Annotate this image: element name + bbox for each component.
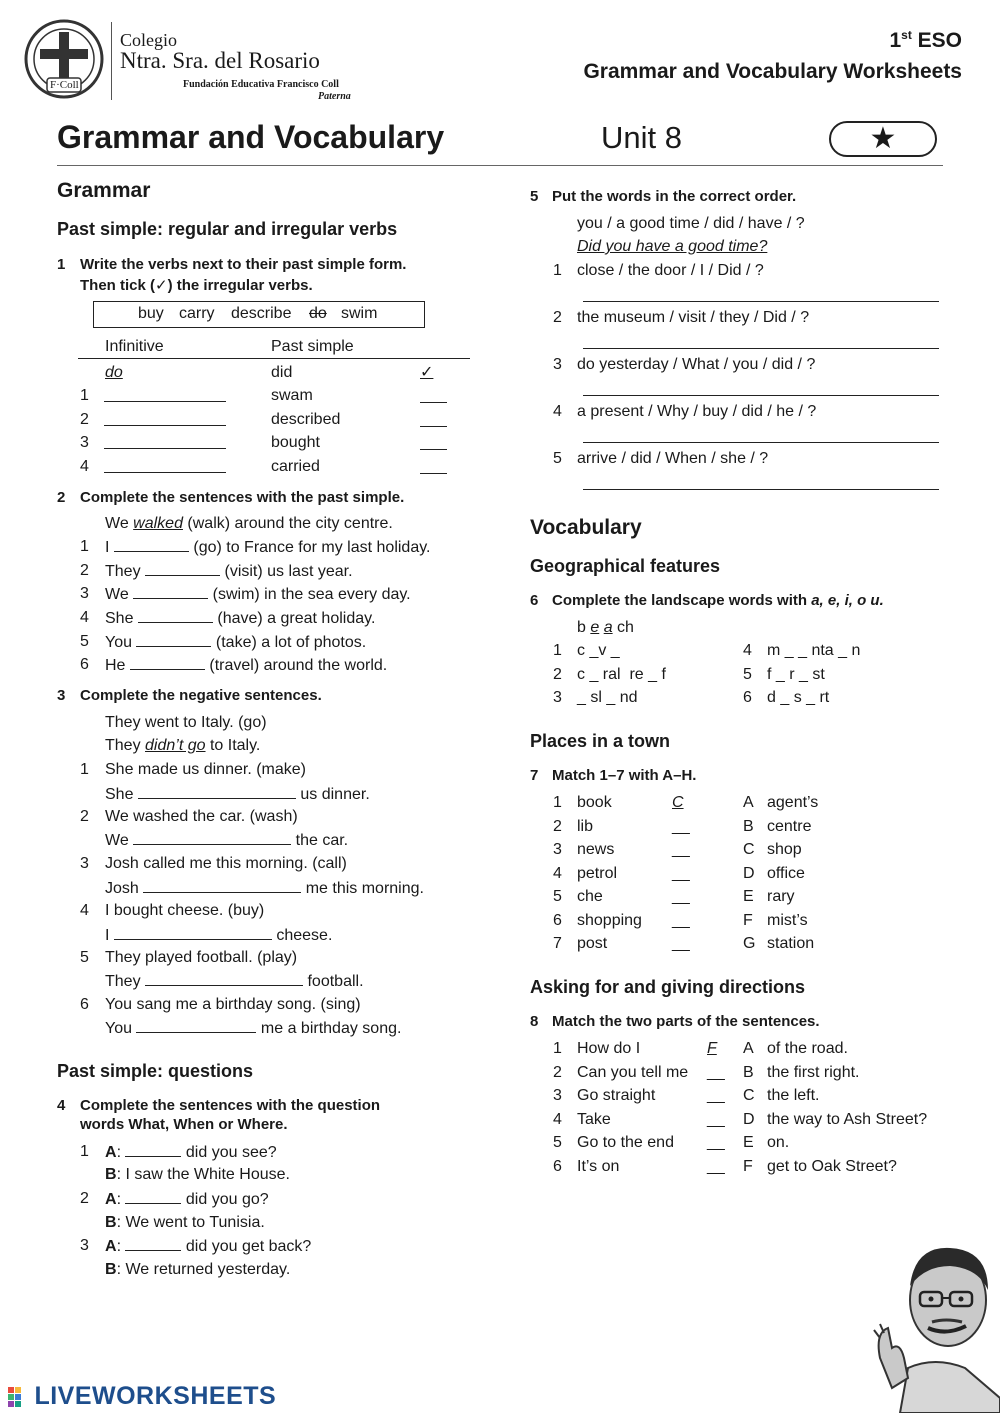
- ex7-rows-right-text: rary: [767, 888, 795, 905]
- ex7-rows-left-text: lib: [577, 817, 594, 835]
- ex8-rows-answer[interactable]: __: [707, 1063, 725, 1081]
- page-title: Grammar and Vocabulary: [57, 119, 445, 155]
- ex1-row1-num: 1: [80, 387, 89, 404]
- ex8-rows-num: 3: [553, 1087, 562, 1104]
- ex8-rows-num: 5: [553, 1134, 562, 1151]
- ex3-number: 3: [57, 687, 66, 704]
- ex5-item5-num: 5: [553, 450, 562, 467]
- ex8-rows-right-text: the left.: [767, 1087, 820, 1104]
- ex1-row3-past: bought: [271, 434, 320, 451]
- ex7-number: 7: [530, 767, 539, 784]
- col-past-simple: Past simple: [271, 338, 354, 355]
- ex5-item4-q: a present / Why / buy / did / he / ?: [577, 403, 817, 420]
- seal-bottom-text: F·Coll: [50, 79, 79, 91]
- ex7-rows-right-text: station: [767, 935, 815, 952]
- ex4-item3-blank[interactable]: [125, 1237, 181, 1251]
- ex8-rows-letter: B: [743, 1063, 754, 1081]
- ex2-item6: He (travel) around the world.: [105, 657, 388, 674]
- ex7-rows-num: 3: [553, 841, 562, 858]
- word-box-buy: buy: [138, 305, 164, 322]
- ex8-rows-num: 6: [553, 1157, 562, 1175]
- ex3-item5-q: They played football. (play): [105, 949, 298, 966]
- school-town: Paterna: [318, 91, 351, 102]
- teacher-avatar: [870, 1238, 1000, 1413]
- ex7-rows-answer[interactable]: C: [672, 794, 684, 811]
- ex6-item2-word[interactable]: c _ ral re _ f: [577, 666, 666, 683]
- level-badge: [829, 121, 937, 157]
- logo-divider: [111, 22, 112, 100]
- ex1-example-past: did: [271, 364, 293, 381]
- school-line1: Colegio: [120, 30, 177, 50]
- ex5-item3-q: do yesterday / What / you / did / ?: [577, 356, 816, 373]
- section-regular-irregular: Past simple: regular and irregular verbs: [57, 219, 398, 239]
- ex2-instruction: Complete the sentences with the past simple.: [80, 489, 405, 506]
- ex6-example: b e a ch: [577, 619, 634, 636]
- ex7-rows-letter: E: [743, 888, 754, 905]
- ex3-item5-a: They football.: [105, 973, 364, 990]
- ex2-item2-num: 2: [80, 562, 89, 579]
- ex1-example-tick: ✓: [420, 364, 434, 381]
- ex4-instruction-line1: Complete the sentences with the question: [80, 1097, 381, 1114]
- ex3-item3-num: 3: [80, 855, 89, 872]
- ex1-row1-past: swam: [271, 387, 313, 404]
- ex3-item2-a: We the car.: [105, 832, 349, 849]
- ex1-row2-tick-blank[interactable]: [420, 413, 447, 427]
- ex7-rows-letter: G: [743, 935, 756, 952]
- ex6-number: 6: [530, 592, 539, 609]
- ex2-item1: I (go) to France for my last holiday.: [105, 539, 431, 556]
- ex1-number: 1: [57, 256, 66, 273]
- ex2-item3: We (swim) in the sea every day.: [105, 586, 411, 603]
- ex8-rows-letter: D: [743, 1110, 755, 1128]
- ex3-item2-blank[interactable]: [133, 831, 291, 845]
- ex4-item3-num: 3: [80, 1237, 89, 1254]
- ex3-item3-q: Josh called me this morning. (call): [105, 855, 347, 872]
- ex3-item5-num: 5: [80, 949, 89, 966]
- ex1-row2-num: 2: [80, 411, 89, 428]
- ex5-number: 5: [530, 188, 539, 205]
- ex6-item6-word[interactable]: d _ s _ rt: [767, 689, 830, 706]
- ex7-rows-answer[interactable]: __: [672, 911, 690, 929]
- ex8-number: 8: [530, 1013, 539, 1030]
- ex7-rows-left-text: che: [577, 888, 603, 905]
- ex8-rows-right-text: on.: [767, 1134, 790, 1151]
- ex2-item5: You (take) a lot of photos.: [105, 634, 367, 651]
- ex8-rows-letter: C: [743, 1087, 755, 1104]
- ex2-number: 2: [57, 489, 66, 506]
- ex2-item2: They (visit) us last year.: [105, 563, 353, 580]
- ex5-item1-q: close / the door / I / Did / ?: [577, 262, 764, 279]
- ex6-item1-num: 1: [553, 642, 562, 659]
- ex7-rows-right-text: mist’s: [767, 911, 808, 929]
- ex8-rows-letter: A: [743, 1040, 754, 1057]
- ex3-item6-a: You me a birthday song.: [105, 1020, 402, 1037]
- ex2-item5-blank[interactable]: [136, 633, 211, 647]
- ex1-row1-tick-blank[interactable]: [420, 389, 447, 403]
- ex7-rows-answer[interactable]: __: [672, 864, 690, 882]
- unit-label: Unit 8: [601, 120, 682, 155]
- ex7-rows-left-text: petrol: [577, 864, 618, 882]
- word-box-describe: describe: [231, 305, 292, 322]
- ex2-item3-blank[interactable]: [133, 585, 208, 599]
- ex1-row4-blank[interactable]: [104, 459, 226, 473]
- ex4-item1-blank[interactable]: [125, 1143, 181, 1157]
- ex5-item1-answer-line[interactable]: [583, 288, 939, 302]
- col-infinitive: Infinitive: [105, 338, 164, 355]
- ex2-example: We walked (walk) around the city centre.: [105, 515, 393, 532]
- tick-icon: ✓: [155, 277, 168, 294]
- ex6-item5-num: 5: [743, 666, 752, 683]
- ex6-item4-num: 4: [743, 642, 752, 659]
- ex7-rows-left-text: shopping: [577, 911, 642, 929]
- ex7-rows-right-text: shop: [767, 841, 802, 858]
- ex8-rows-left-text: How do I: [577, 1040, 641, 1057]
- ex3-item2-q: We washed the car. (wash): [105, 808, 298, 825]
- ex8-rows-right-text: the first right.: [767, 1063, 860, 1081]
- ex1-instruction-line2: Then tick (✓) the irregular verbs.: [80, 277, 313, 294]
- section-geographical: Geographical features: [530, 556, 721, 576]
- ex4-item2-blank[interactable]: [125, 1190, 181, 1204]
- ex5-item3-answer-line[interactable]: [583, 382, 939, 396]
- ex5-item3-num: 3: [553, 356, 562, 373]
- school-name: Ntra. Sra. del Rosario: [120, 48, 320, 73]
- ex6-item4-word[interactable]: m _ _ nta _ n: [767, 642, 861, 659]
- section-directions: Asking for and giving directions: [530, 977, 806, 997]
- ex3-item3-blank[interactable]: [143, 879, 301, 893]
- ex5-item2-q: the museum / visit / they / Did / ?: [577, 309, 810, 326]
- vocabulary-heading: Vocabulary: [530, 516, 642, 539]
- ex6-item5-word[interactable]: f _ r _ st: [767, 666, 825, 683]
- ex7-rows-num: 6: [553, 911, 562, 929]
- ex7-rows-letter: A: [743, 794, 754, 811]
- ex1-example-inf: do: [105, 364, 123, 381]
- ex8-rows-left-text: Can you tell me: [577, 1063, 689, 1081]
- ex2-item4-num: 4: [80, 609, 89, 626]
- ex4-number: 4: [57, 1097, 66, 1114]
- ex8-rows-letter: F: [743, 1157, 753, 1175]
- ex7-rows-right-text: agent’s: [767, 794, 819, 811]
- ex7-rows-left-text: book: [577, 794, 612, 811]
- ex3-item6-blank[interactable]: [136, 1019, 256, 1033]
- ex5-item5-answer-line[interactable]: [583, 476, 939, 490]
- ex8-rows-answer[interactable]: __: [707, 1134, 725, 1151]
- ex8-rows-right-text: the way to Ash Street?: [767, 1110, 928, 1128]
- ex3-item5-blank[interactable]: [145, 972, 303, 986]
- ex1-row4-past: carried: [271, 458, 320, 475]
- level-label: 1st ESO: [889, 28, 962, 52]
- table-rule: [78, 358, 470, 359]
- ex3-item4-blank[interactable]: [114, 926, 272, 940]
- ex7-rows-letter: B: [743, 817, 754, 835]
- ex2-item4-blank[interactable]: [138, 609, 213, 623]
- grammar-heading: Grammar: [57, 179, 151, 202]
- ex1-row3-blank[interactable]: [104, 435, 226, 449]
- ex5-item2-num: 2: [553, 309, 562, 326]
- ex3-item1-a: She us dinner.: [105, 786, 370, 803]
- ex1-row1-blank[interactable]: [104, 388, 226, 402]
- ex2-item5-num: 5: [80, 633, 89, 650]
- ex5-example-q: you / a good time / did / have / ?: [577, 215, 805, 232]
- ex1-row4-num: 4: [80, 458, 89, 475]
- ex7-rows-letter: D: [743, 864, 755, 882]
- ex2-item3-num: 3: [80, 585, 89, 602]
- ex7-rows-num: 4: [553, 864, 562, 882]
- ex3-item6-q: You sang me a birthday song. (sing): [105, 996, 361, 1013]
- ex3-instruction: Complete the negative sentences.: [80, 687, 322, 704]
- ex3-item1-blank[interactable]: [138, 785, 296, 799]
- ex5-instruction: Put the words in the correct order.: [552, 188, 797, 205]
- ex4-item3-a: A: did you get back?: [105, 1238, 312, 1255]
- worksheet-subtitle: Grammar and Vocabulary Worksheets: [583, 60, 962, 83]
- ex3-item1-num: 1: [80, 761, 89, 778]
- ex4-item2-b: B: We went to Tunisia.: [105, 1214, 265, 1231]
- ex8-rows-left-text: Go to the end: [577, 1134, 674, 1151]
- ex3-example-a: They didn’t go to Italy.: [105, 737, 261, 754]
- ex7-rows-num: 5: [553, 888, 562, 905]
- ex7-rows-answer[interactable]: __: [672, 888, 690, 905]
- ex7-rows-left-text: post: [577, 935, 608, 952]
- ex4-item3-b: B: We returned yesterday.: [105, 1261, 291, 1278]
- ex7-rows-letter: C: [743, 841, 755, 858]
- ex2-item6-num: 6: [80, 656, 89, 673]
- word-box-swim: swim: [341, 305, 378, 322]
- ex8-rows-left-text: Take: [577, 1110, 611, 1128]
- ex8-rows-answer[interactable]: __: [707, 1110, 725, 1128]
- ex2-item2-blank[interactable]: [145, 562, 220, 576]
- ex8-rows-num: 4: [553, 1110, 562, 1128]
- section-places: Places in a town: [530, 731, 671, 751]
- ex7-instruction: Match 1–7 with A–H.: [552, 767, 697, 784]
- teacher-cartoon-icon: [870, 1238, 1000, 1413]
- ex5-example-a: Did you have a good time?: [577, 238, 768, 255]
- ex7-rows-answer[interactable]: __: [672, 817, 690, 835]
- ex2-item6-blank[interactable]: [130, 656, 205, 670]
- ex5-item4-answer-line[interactable]: [583, 429, 939, 443]
- liveworksheets-text: LIVEWORKSHEETS: [34, 1382, 277, 1410]
- ex1-row2-past: described: [271, 411, 341, 428]
- ex3-item4-a: I cheese.: [105, 927, 333, 944]
- ex1-row4-tick-blank[interactable]: [420, 460, 447, 474]
- ex7-rows-answer[interactable]: __: [672, 841, 690, 858]
- ex3-item3-a: Josh me this morning.: [105, 880, 424, 897]
- ex6-instruction: Complete the landscape words with a, e, i, o u.: [552, 592, 884, 609]
- ex8-rows-left-text: Go straight: [577, 1087, 656, 1104]
- ex8-instruction: Match the two parts of the sentences.: [552, 1013, 820, 1030]
- ex4-item2-a: A: did you go?: [105, 1191, 269, 1208]
- header-rule: [57, 165, 943, 166]
- ex7-rows-right-text: centre: [767, 817, 812, 835]
- ex6-item3-word[interactable]: _ sl _ nd: [577, 689, 638, 706]
- ex7-rows-num: 2: [553, 817, 562, 835]
- ex8-rows-letter: E: [743, 1134, 754, 1151]
- ex7-rows-right-text: office: [767, 864, 805, 882]
- ex5-item1-num: 1: [553, 262, 562, 279]
- ex1-instruction-line1: Write the verbs next to their past simple form.: [80, 256, 407, 273]
- word-box-carry: carry: [179, 305, 215, 322]
- ex7-rows-letter: F: [743, 911, 753, 929]
- ex3-item4-num: 4: [80, 902, 89, 919]
- ex3-item6-num: 6: [80, 996, 89, 1013]
- ex7-rows-answer[interactable]: __: [672, 935, 690, 952]
- ex8-rows-num: 2: [553, 1063, 562, 1081]
- star-icon: ★: [869, 122, 897, 155]
- ex7-rows-num: 1: [553, 794, 562, 811]
- ex1-row2-blank[interactable]: [104, 412, 226, 426]
- ex8-rows-left-text: It’s on: [577, 1157, 620, 1175]
- ex4-item1-a: A: did you see?: [105, 1144, 277, 1161]
- ex8-rows-answer[interactable]: F: [707, 1040, 717, 1057]
- ex1-row3-tick-blank[interactable]: [420, 436, 447, 450]
- section-questions: Past simple: questions: [57, 1061, 254, 1081]
- ex8-rows-right-text: get to Oak Street?: [767, 1157, 897, 1175]
- ex5-item4-num: 4: [553, 403, 562, 420]
- ex5-item5-q: arrive / did / When / she / ?: [577, 450, 769, 467]
- ex4-instruction-line2: words What, When or Where.: [80, 1116, 288, 1133]
- ex2-item4: She (have) a great holiday.: [105, 610, 376, 627]
- liveworksheets-icon: [8, 1387, 28, 1407]
- ex6-item2-num: 2: [553, 666, 562, 683]
- ex8-rows-num: 1: [553, 1040, 562, 1057]
- ex2-item1-blank[interactable]: [114, 538, 189, 552]
- ex3-item4-q: I bought cheese. (buy): [105, 902, 265, 919]
- ex1-row3-num: 3: [80, 434, 89, 451]
- word-box-do: do: [309, 305, 327, 322]
- liveworksheets-logo[interactable]: [8, 1382, 276, 1410]
- ex6-item3-num: 3: [553, 689, 562, 706]
- ex4-item1-num: 1: [80, 1143, 89, 1160]
- ex8-rows-answer[interactable]: __: [707, 1157, 725, 1175]
- school-logo: [22, 16, 106, 102]
- ex3-example-q: They went to Italy. (go): [105, 714, 267, 731]
- ex3-item2-num: 2: [80, 808, 89, 825]
- ex8-rows-right-text: of the road.: [767, 1040, 848, 1057]
- ex4-item2-num: 2: [80, 1190, 89, 1207]
- ex3-item1-q: She made us dinner. (make): [105, 761, 306, 778]
- ex8-rows-answer[interactable]: __: [707, 1087, 725, 1104]
- ex7-rows-num: 7: [553, 935, 562, 952]
- ex7-rows-left-text: news: [577, 841, 615, 858]
- ex2-item1-num: 1: [80, 538, 89, 555]
- ex6-item6-num: 6: [743, 689, 752, 706]
- ex5-item2-answer-line[interactable]: [583, 335, 939, 349]
- ex4-item1-b: B: I saw the White House.: [105, 1166, 290, 1183]
- ex6-item1-word[interactable]: c _v _: [577, 642, 620, 659]
- school-foundation: Fundación Educativa Francisco Coll: [183, 79, 339, 90]
